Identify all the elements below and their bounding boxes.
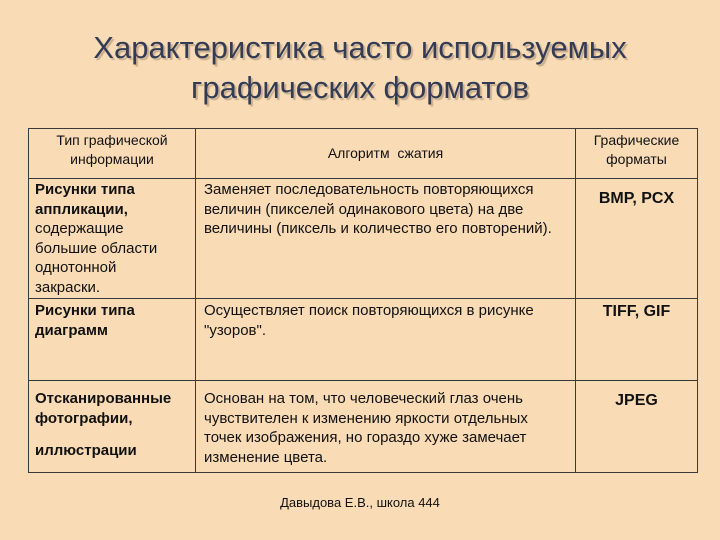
slide-title	[0, 28, 720, 108]
cell-type	[29, 179, 196, 299]
cell-formats: BMP, PCX	[576, 179, 698, 299]
header-type: Тип графической информации	[29, 129, 196, 179]
cell-type-bold: Рисунки типа аппликации,	[35, 181, 135, 218]
cell-type-rest: содержащие большие области однотонной закраски.	[35, 220, 158, 296]
cell-type-extra: иллюстрации	[35, 442, 137, 459]
formats-table	[28, 128, 698, 473]
cell-type	[29, 381, 196, 473]
cell-formats: TIFF, GIF	[576, 299, 698, 381]
cell-type-bold: Рисунки типа диаграмм	[35, 302, 135, 339]
header-algorithm: Алгоритм сжатия	[196, 129, 576, 179]
cell-type-bold: Отсканированные фотографии,	[35, 390, 172, 427]
table-header-row	[29, 129, 698, 179]
table-row	[29, 179, 698, 299]
table-row	[29, 299, 698, 381]
slide-title-line-2: графических форматов	[191, 70, 529, 105]
cell-formats: JPEG	[576, 381, 698, 473]
cell-algorithm: Осуществляет поиск повторяющихся в рисунке "узоров".	[196, 299, 576, 381]
slide-footer: Давыдова Е.В., школа 444	[280, 495, 440, 510]
cell-algorithm: Заменяет последовательность повторяющихся величин (пикселей одинакового цвета) на две величины (пиксель и количество его повторений).	[196, 179, 576, 299]
header-formats: Графические форматы	[576, 129, 698, 179]
cell-algorithm: Основан на том, что человеческий глаз очень чувствителен к изменению яркости отдельных точек изображения, но гораздо хуже замечает изменение цвета.	[196, 381, 576, 473]
cell-type	[29, 299, 196, 381]
slide-title-line-1: Характеристика часто используемых	[93, 30, 627, 65]
table-row	[29, 381, 698, 473]
